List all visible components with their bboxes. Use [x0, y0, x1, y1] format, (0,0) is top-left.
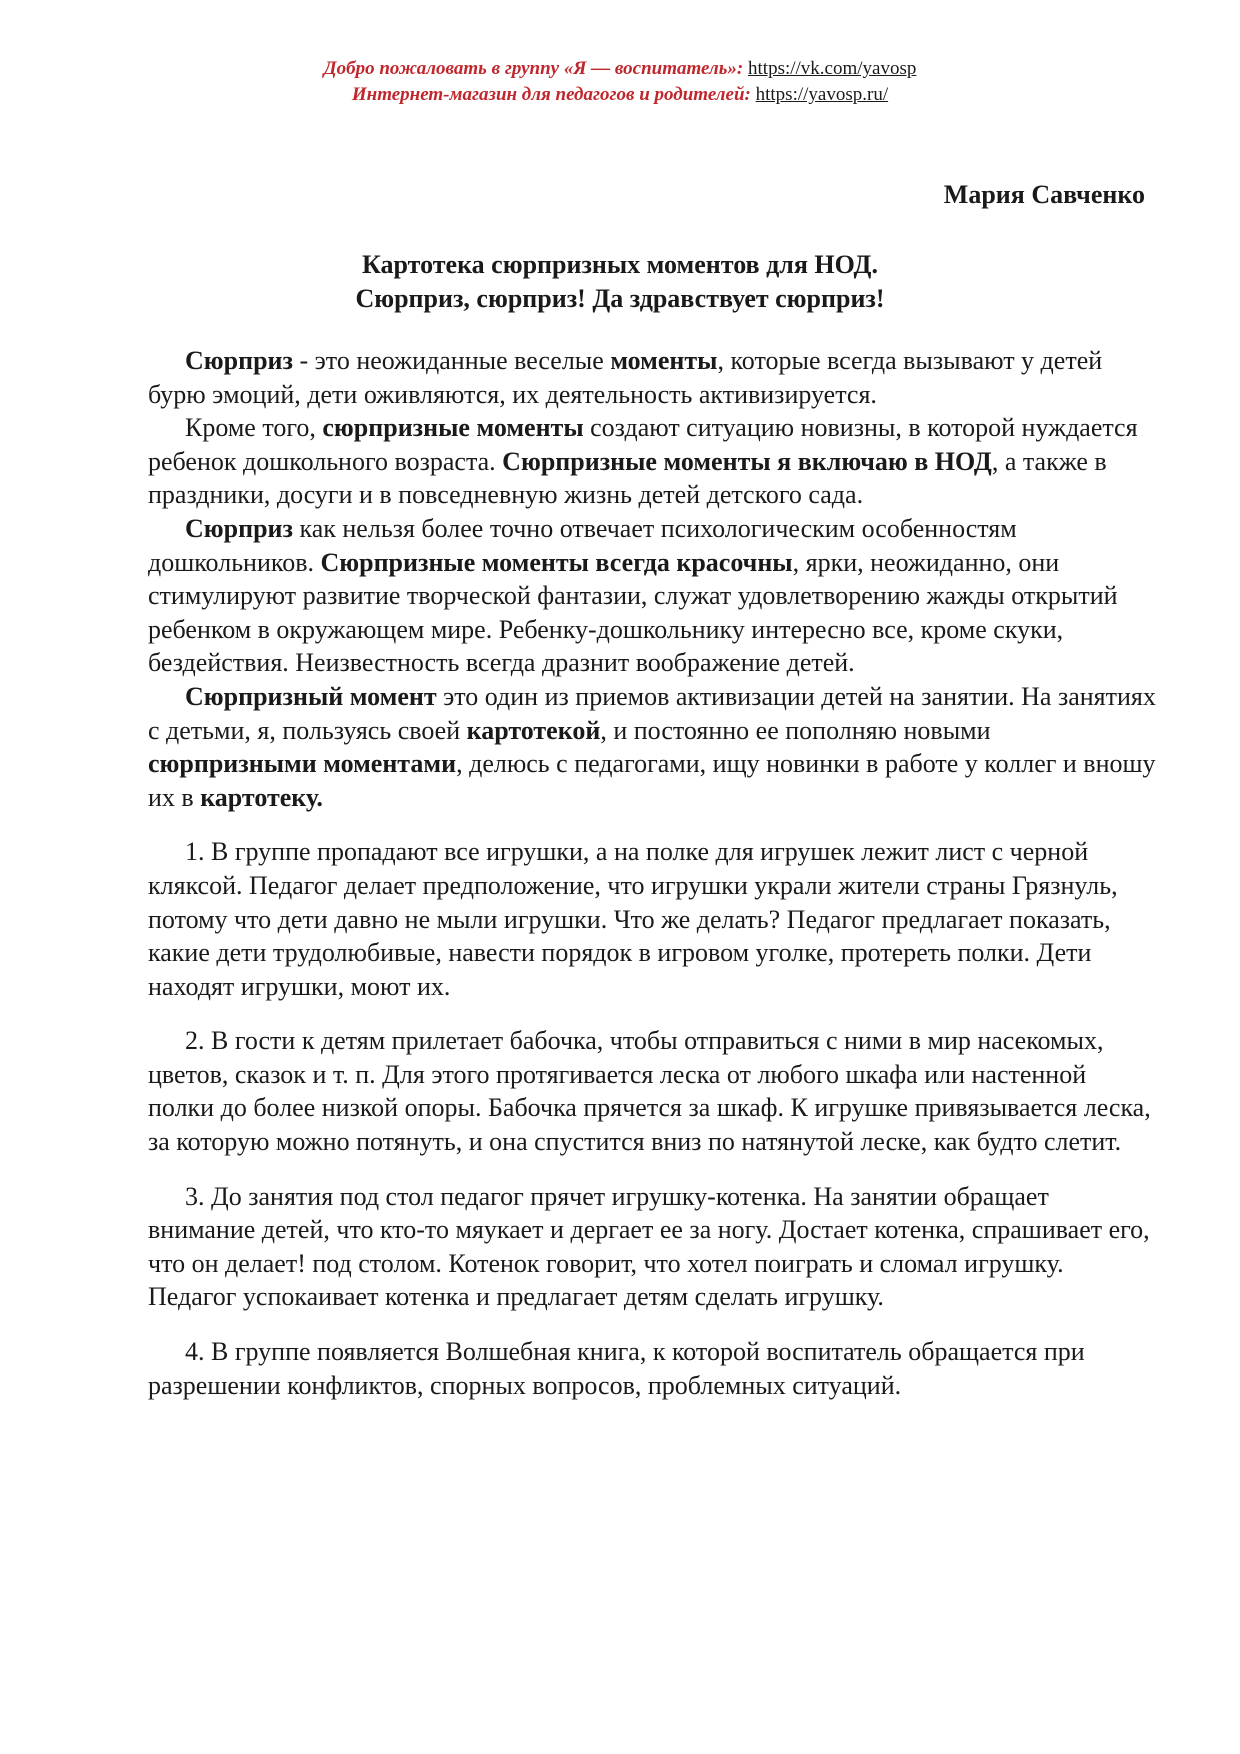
list-item-4: 4. В группе появляется Волшебная книга, к которой воспитатель обращается при разрешении конфликтов, спорных вопросов, проблемных ситуаций. — [148, 1337, 1085, 1400]
text-run: создают ситуацию новизны, в которой нуждается ребенок дошкольного возраста. — [148, 413, 1138, 476]
bold-term: сюрпризными моментами — [148, 749, 457, 779]
text-run: это один из приемов активизации детей на занятии. На занятиях с детьми, я, пользуясь своей — [148, 681, 1156, 745]
bold-term: Сюрпризные моменты я включаю в НОД — [502, 446, 992, 476]
text-run: как нельзя более точно отвечает психологическим особенностям дошкольников. — [148, 513, 1017, 577]
vk-group-link[interactable]: https://vk.com/yavosp — [748, 58, 917, 79]
author-name: Мария Савченко — [943, 180, 1145, 209]
promo-text-shop: Интернет-магазин для педагогов и родителей: — [351, 84, 751, 105]
paragraph-intro-1 — [148, 344, 1158, 411]
promo-header — [0, 56, 1240, 108]
title-line-1: Картотека сюрпризных моментов для НОД. — [362, 250, 878, 279]
bold-term: Сюрпризные моменты всегда красочны — [320, 547, 793, 577]
text-run: - это неожиданные веселые — [292, 346, 611, 375]
bold-term: Сюрприз — [185, 513, 293, 543]
promo-text-group: Добро пожаловать в группу «Я — воспитатель»: — [323, 58, 744, 79]
paragraph-intro-4 — [148, 680, 1158, 814]
bold-term: Сюрприз — [185, 346, 293, 375]
bold-term: Сюрпризный момент — [185, 681, 437, 711]
paragraph-intro-3 — [148, 512, 1158, 680]
text-run: , делюсь с педагогами, ищу новинки в работе у коллег и вношу их в — [148, 749, 1156, 812]
paragraph-intro-2 — [148, 411, 1158, 512]
text-run: , и постоянно ее пополняю новыми — [600, 715, 991, 745]
bold-term: картотеку. — [200, 782, 323, 812]
shop-link[interactable]: https://yavosp.ru/ — [755, 84, 889, 105]
promo-line-vk — [0, 56, 1240, 82]
list-item-3: 3. До занятия под стол педагог прячет игрушку-котенка. На занятии обращает внимание детей, что кто-то мяукает и дергает ее за ногу. Достает котенка, спрашивает его, что он делает! под столом. Котенок говорит, что хотел поиграть и сломал игрушку. Педагог успокаивает котенка и предлагает детям сделать игрушку. — [148, 1181, 1150, 1312]
bold-term: картотекой — [466, 715, 601, 745]
list-item-1: 1. В группе пропадают все игрушки, а на полке для игрушек лежит лист с черной кляксой. Педагог делает предположение, что игрушки украли жители страны Грязнуль, потому что дети давно не мыли игрушки. Что же делать? Педагог предлагает показать, какие дети трудолюбивые, навести порядок в игровом уголке, протереть полки. Дети находят игрушки, моют их. — [148, 837, 1118, 1001]
text-run: , которые всегда вызывают у детей бурю эмоций, дети оживляются, их деятельность активизируется. — [148, 346, 1103, 409]
document-title — [0, 248, 1240, 316]
title-line-2: Сюрприз, сюрприз! Да здравствует сюрприз! — [355, 284, 885, 313]
text-run: , ярки, неожиданно, они стимулируют развитие творческой фантазии, служат удовлетворению жажды открытий ребенком в окружающем мире. Ребенку-дошкольнику интересно все, кроме скуки, бездействия. Неизвестность всегда дразнит воображение детей. — [148, 547, 1118, 678]
bold-term: сюрпризные моменты — [322, 413, 584, 443]
bold-term: моменты — [610, 346, 718, 375]
promo-line-shop — [0, 82, 1240, 108]
document-body — [148, 344, 1158, 1402]
list-item-2: 2. В гости к детям прилетает бабочка, чтобы отправиться с ними в мир насекомых, цветов, сказок и т. п. Для этого протягивается леска от любого шкафа или настенной полки до более низкой опоры. Бабочка прячется за шкаф. К игрушке привязывается леска, за которую можно потянуть, и она спустится вниз по натянутой леске, как будто слетит. — [148, 1026, 1151, 1157]
text-run: , а также в праздники, досуги и в повседневную жизнь детей детского сада. — [148, 446, 1107, 510]
text-run: Кроме того, — [185, 413, 323, 443]
